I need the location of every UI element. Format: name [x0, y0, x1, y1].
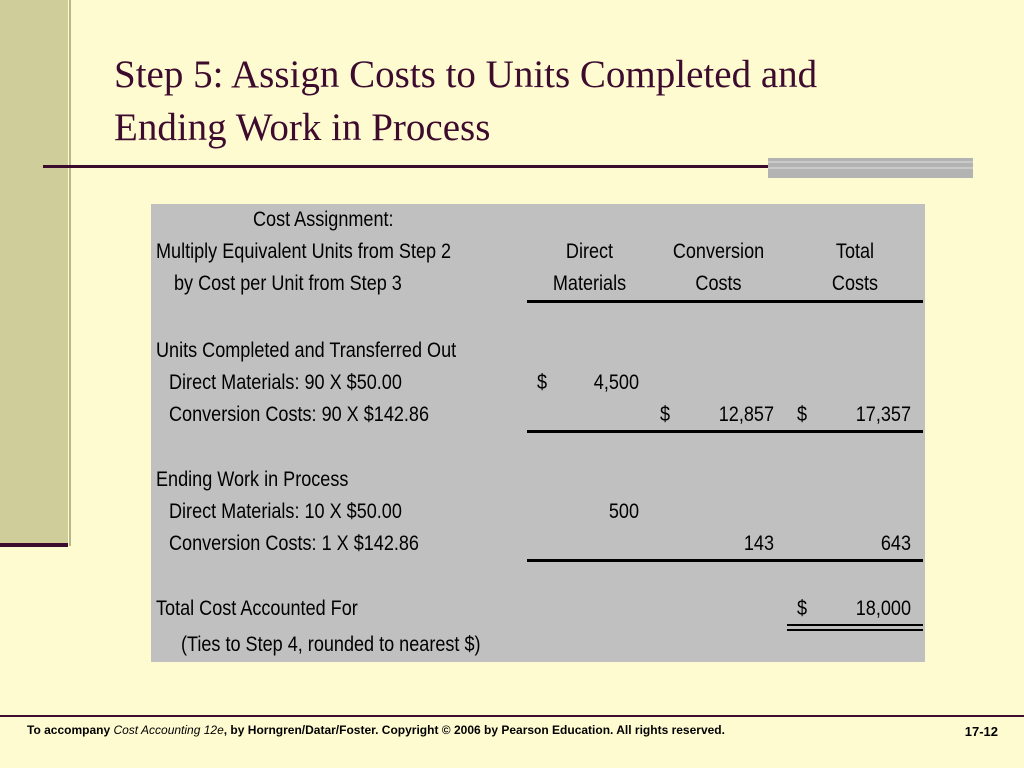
section-heading-completed: Units Completed and Transferred Out	[156, 339, 457, 362]
completed-conversion-costs-value: 12,857	[718, 403, 774, 426]
completed-direct-materials-value: 4,500	[593, 371, 639, 394]
completed-total-value: 17,357	[855, 403, 911, 426]
footer-prefix: To accompany	[27, 723, 114, 737]
header-rule	[527, 300, 923, 303]
ending-wip-direct-materials-label: Direct Materials: 10 X $50.00	[169, 500, 402, 523]
grand-total-label: Total Cost Accounted For	[156, 597, 358, 620]
grand-total-double-rule-bottom	[787, 629, 923, 631]
title-line-2: Ending Work in Process	[114, 106, 491, 149]
grand-total-dollar-sign: $	[797, 597, 808, 620]
table-description-line-2: by Cost per Unit from Step 3	[174, 272, 402, 295]
footer-suffix: , by Horngren/Datar/Foster. Copyright © 2006 by Pearson Education. All rights reserved.	[223, 723, 725, 737]
ending-wip-conversion-costs-label: Conversion Costs: 1 X $142.86	[169, 532, 419, 555]
column-header-direct-materials-line-2: Materials	[552, 272, 627, 295]
sidebar-accent-bar	[0, 543, 68, 547]
table-description-line-1: Multiply Equivalent Units from Step 2	[156, 240, 452, 263]
ending-wip-total-value: 643	[880, 532, 911, 555]
slide-title	[114, 48, 974, 154]
sidebar-strip	[0, 0, 68, 546]
column-header-total-costs-line-1: Total	[835, 240, 875, 263]
column-header-total-costs-line-2: Costs	[831, 272, 879, 295]
ending-wip-direct-materials-value: 500	[608, 500, 639, 523]
footer-rule	[0, 715, 1024, 717]
column-header-conversion-costs-line-1: Conversion	[672, 240, 765, 263]
grand-total-double-rule-top	[787, 624, 923, 626]
footer-book-title: Cost Accounting 12e	[113, 723, 224, 737]
title-line-1: Step 5: Assign Costs to Units Completed and	[114, 53, 818, 96]
completed-direct-materials-dollar-sign: $	[537, 371, 548, 394]
grand-total-value: 18,000	[855, 597, 911, 620]
table-heading: Cost Assignment:	[253, 208, 394, 231]
grand-total-note: (Ties to Step 4, rounded to nearest $)	[181, 633, 481, 656]
decorative-gray-block	[768, 158, 973, 178]
completed-total-dollar-sign: $	[797, 403, 808, 426]
slide-page-number: 17-12	[964, 724, 998, 739]
completed-conversion-costs-dollar-sign: $	[660, 403, 671, 426]
column-header-direct-materials-line-1: Direct	[565, 240, 614, 263]
completed-direct-materials-label: Direct Materials: 90 X $50.00	[169, 371, 402, 394]
ending-wip-conversion-costs-value: 143	[743, 532, 774, 555]
section-heading-ending-wip: Ending Work in Process	[156, 468, 349, 491]
completed-subtotal-rule	[527, 430, 923, 433]
footer-copyright	[27, 723, 725, 737]
cost-assignment-table	[151, 204, 925, 662]
sidebar-divider	[69, 0, 71, 546]
ending-wip-subtotal-rule	[527, 559, 923, 562]
column-header-conversion-costs-line-2: Costs	[695, 272, 742, 295]
completed-conversion-costs-label: Conversion Costs: 90 X $142.86	[169, 403, 430, 426]
